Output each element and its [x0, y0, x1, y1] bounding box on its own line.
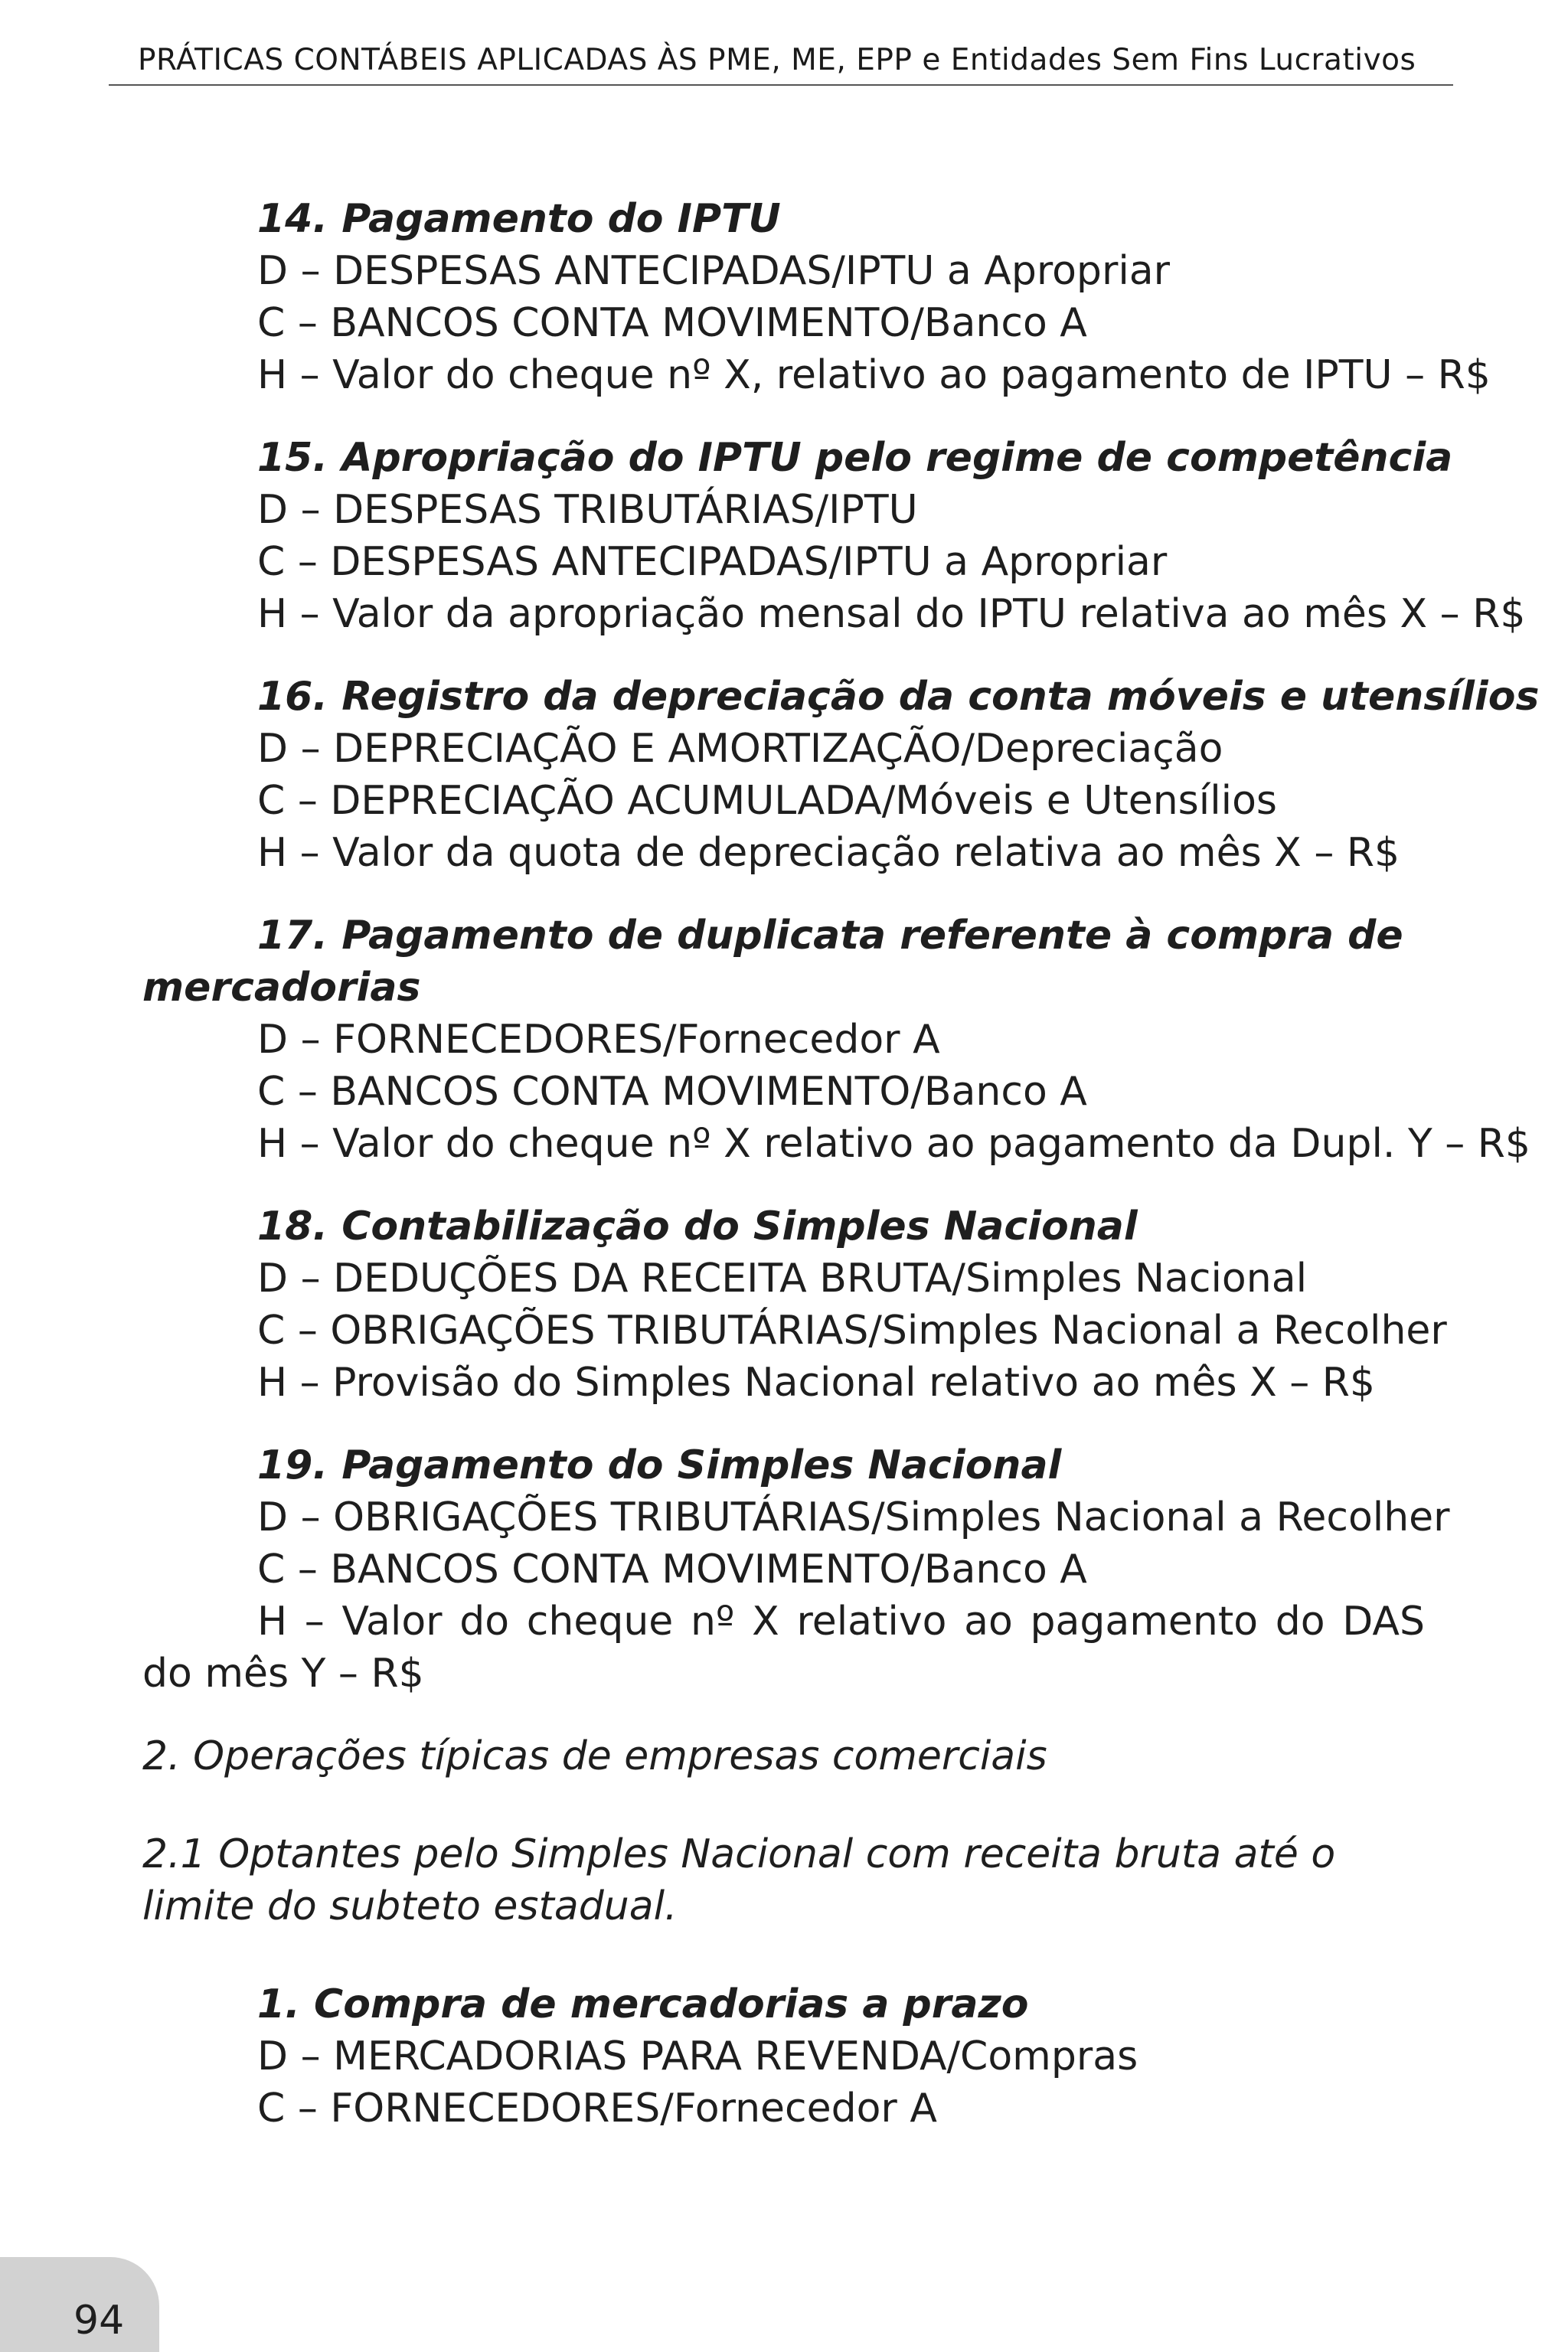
- entry-title: 19. Pagamento do Simples Nacional: [257, 1442, 1062, 1488]
- running-header: PRÁTICAS CONTÁBEIS APLICADAS ÀS PME, ME, EPP e Entidades Sem Fins Lucrativos: [138, 43, 1416, 77]
- debit-line: D – DESPESAS ANTECIPADAS/IPTU a Apropriar: [257, 248, 1171, 294]
- history-line: H – Valor do cheque nº X relativo ao pagamento da Dupl. Y – R$: [257, 1121, 1530, 1167]
- credit-line: C – OBRIGAÇÕES TRIBUTÁRIAS/Simples Nacional a Recolher: [257, 1308, 1447, 1354]
- header-divider: [109, 84, 1453, 86]
- debit-line: D – OBRIGAÇÕES TRIBUTÁRIAS/Simples Nacional a Recolher: [257, 1494, 1450, 1540]
- credit-line: C – FORNECEDORES/Fornecedor A: [257, 2086, 937, 2132]
- history-line: H – Provisão do Simples Nacional relativo ao mês X – R$: [257, 1360, 1375, 1406]
- credit-line: C – BANCOS CONTA MOVIMENTO/Banco A: [257, 1069, 1087, 1115]
- entry-title: 16. Registro da depreciação da conta móveis e utensílios: [257, 674, 1540, 720]
- entry-title: 1. Compra de mercadorias a prazo: [257, 1981, 1029, 2027]
- history-line: H – Valor da apropriação mensal do IPTU relativa ao mês X – R$: [257, 591, 1526, 637]
- history-line: H – Valor do cheque nº X, relativo ao pagamento de IPTU – R$: [257, 352, 1491, 398]
- debit-line: D – MERCADORIAS PARA REVENDA/Compras: [257, 2034, 1138, 2079]
- debit-line: D – DEPRECIAÇÃO E AMORTIZAÇÃO/Depreciação: [257, 726, 1223, 772]
- history-line: H – Valor da quota de depreciação relativa ao mês X – R$: [257, 830, 1400, 876]
- credit-line: C – BANCOS CONTA MOVIMENTO/Banco A: [257, 1547, 1087, 1592]
- credit-line: C – DESPESAS ANTECIPADAS/IPTU a Apropriar: [257, 539, 1168, 585]
- entry-15: [142, 432, 1526, 640]
- credit-line: C – BANCOS CONTA MOVIMENTO/Banco A: [257, 300, 1087, 346]
- entry-1: [142, 1978, 1425, 2135]
- entry-title: 17. Pagamento de duplicata referente à compra de mercadorias: [142, 913, 1403, 1011]
- page-body: [142, 193, 1540, 2165]
- entry-title: 18. Contabilização do Simples Nacional: [257, 1204, 1138, 1250]
- entry-title: 14. Pagamento do IPTU: [257, 196, 781, 242]
- debit-line: D – DEDUÇÕES DA RECEITA BRUTA/Simples Nacional: [257, 1256, 1308, 1302]
- subsection-heading: 2.1 Optantes pelo Simples Nacional com receita bruta até o limite do subteto estadual.: [142, 1831, 1336, 1929]
- history-line: H – Valor do cheque nº X relativo ao pagamento do DAS do mês Y – R$: [142, 1599, 1425, 1697]
- entry-title: 15. Apropriação do IPTU pelo regime de competência: [257, 435, 1453, 481]
- entry-14: [142, 193, 1491, 401]
- entry-19: [142, 1439, 1450, 1700]
- entry-16: [142, 671, 1540, 879]
- page-number: 94: [74, 2298, 125, 2344]
- credit-line: C – DEPRECIAÇÃO ACUMULADA/Móveis e Utensílios: [257, 778, 1278, 824]
- entry-17: [142, 910, 1530, 1170]
- debit-line: D – FORNECEDORES/Fornecedor A: [257, 1017, 940, 1063]
- debit-line: D – DESPESAS TRIBUTÁRIAS/IPTU: [257, 487, 918, 533]
- section-heading: 2. Operações típicas de empresas comerciais: [142, 1733, 1047, 1779]
- entry-18: [142, 1200, 1447, 1409]
